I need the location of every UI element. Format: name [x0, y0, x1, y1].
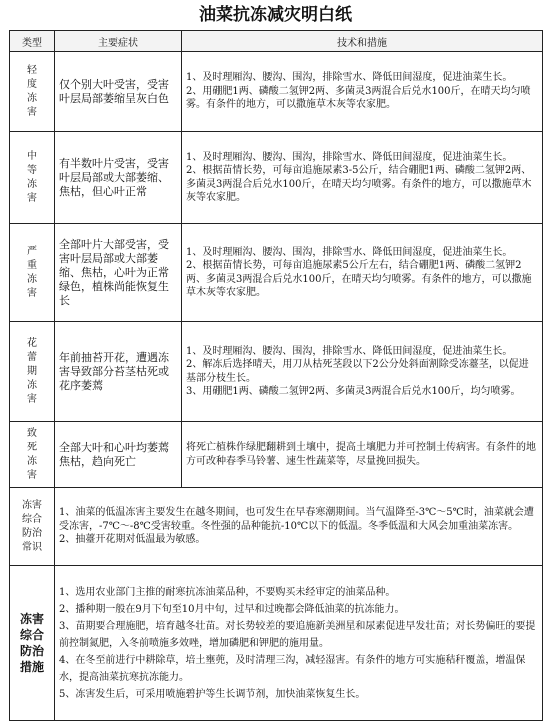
- row-type: 致死冻害: [27, 427, 37, 481]
- row-type: 花蕾期冻害: [27, 337, 37, 405]
- row-type: 轻度冻害: [27, 64, 37, 118]
- header-symptom: 主要症状: [55, 31, 182, 52]
- row-type-cell: [10, 322, 55, 422]
- common-type: 冻害综合防治常识: [22, 499, 42, 553]
- measure-item: 3、用硼肥1两、磷酸二氢钾2两、多菌灵3两混合后兑水100斤，均匀喷雾。: [186, 386, 521, 397]
- row-symptom: 有半数叶片受害，受害叶层局部或大部萎缩、焦枯，但心叶正常: [55, 132, 182, 224]
- row-type-cell: [10, 132, 55, 224]
- row-measures: [182, 322, 543, 422]
- row-measures: [182, 224, 543, 322]
- measure-item: 1、及时理厢沟、腰沟、围沟，排除雪水、降低田间湿度，促进油菜生长。: [186, 246, 513, 258]
- header-measures: 技术和措施: [182, 31, 543, 52]
- measures-items: [55, 566, 543, 721]
- table-row: [10, 322, 543, 422]
- row-type: 严重冻害: [27, 245, 37, 299]
- measures-type-cell: [10, 566, 55, 721]
- row-symptom: 年前抽苔开花，遭遇冻害导致部分苔茎枯死或花序萎蔫: [55, 322, 182, 422]
- measure-item: 1、及时理厢沟、腰沟、围沟，排除雪水、降低田间湿度，促进油菜生长。: [186, 151, 513, 163]
- measure-item: 2、解冻后选择晴天，用刀从枯死茎段以下2公分处斜面割除受冻薹茎，以促进基部分枝生长。: [186, 359, 529, 384]
- measures-item: 1、选用农业部门主推的耐寒抗冻油菜品种，不要购买未经审定的油菜品种。: [59, 586, 396, 598]
- header-type: 类型: [10, 31, 55, 52]
- row-type-cell: [10, 422, 55, 488]
- row-type-cell: [10, 52, 55, 132]
- measure-item: 2、用硼肥1两、磷酸二氢钾2两、多菌灵3两混合后兑水100斤，在晴天均匀喷雾。有条件的地方，可以撒施草木灰等农家肥。: [186, 85, 531, 111]
- common-knowledge-row: [10, 488, 543, 566]
- row-measures: [182, 422, 543, 488]
- measures-item: 2、播种期一般在9月下旬至10月中旬，过早和过晚都会降低油菜的抗冻能力。: [59, 603, 405, 615]
- table-row: [10, 422, 543, 488]
- measures-item: 3、苗期要合理施肥，培育越冬壮苗。对长势较差的要追施新美洲星和尿素促进早发壮苗；对长势偏旺的要提前控制氮肥，入冬前喷施多效唑，增加磷肥和钾肥的施用量。: [59, 620, 536, 649]
- row-type: 中等冻害: [27, 150, 37, 204]
- common-items: [55, 488, 543, 566]
- row-measures: [182, 52, 543, 132]
- table-row: [10, 132, 543, 224]
- common-type-cell: [10, 488, 55, 566]
- measure-item: 2、根据苗情长势，可每亩追施尿素5公斤左右，结合硼肥1两、磷酸二氢钾2两、多菌灵3两混合后兑水100斤，在晴天均匀喷雾。有条件的地方，可以撒施草木灰等农家肥。: [186, 260, 532, 298]
- measures-item: 4、在冬至前进行中耕除草，培土壅蔸，及时清理三沟，减轻湿害。有条件的地方可实施秸秆覆盖，增温保水，提高油菜抗寒抗冻能力。: [59, 654, 526, 683]
- measure-item: 将死亡植株作绿肥翻耕到土壤中，提高土壤肥力并可控制土传病害。有条件的地方可改种春季马铃薯、速生性蔬菜等，尽量挽回损失。: [186, 442, 536, 467]
- measures-item: 5、冻害发生后，可采用喷施碧护等生长调节剂，加快油菜恢复生长。: [59, 688, 366, 700]
- measures-type: 冻害综合防治措施: [19, 612, 44, 674]
- page-title: 油菜抗冻减灾明白纸: [199, 5, 352, 25]
- row-type-cell: [10, 224, 55, 322]
- measure-item: 1、及时理厢沟、腰沟、围沟，排除雪水、降低田间湿度，促进油菜生长。: [186, 72, 513, 84]
- common-item: 1、油菜的低温冻害主要发生在越冬期间，也可发生在早春寒潮期间。当气温降至-3℃～5℃时，油菜就会遭受冻害，-7℃～-8℃受害较重。冬性强的品种能抗-10℃以下的低温。冬季低温和大风会加重油菜冻害。: [59, 507, 534, 532]
- measures-row: [10, 566, 543, 721]
- table-header-row: [10, 31, 543, 52]
- row-measures: [182, 132, 543, 224]
- row-symptom: 仅个别大叶受害，受害叶层局部萎缩呈灰白色: [55, 52, 182, 132]
- measure-item: 1、及时理厢沟、腰沟、围沟，排除雪水、降低田间湿度，促进油菜生长。: [186, 345, 513, 357]
- row-symptom: 全部大叶和心叶均萎蔫焦枯，趋向死亡: [55, 422, 182, 488]
- measure-item: 2、根据苗情长势，可每亩追施尿素3-5公斤，结合硼肥1两、磷酸二氢钾2两、多菌灵3两混合后兑水100斤，在晴天均匀喷雾。有条件的地方，可以撒施草木灰等农家肥。: [186, 165, 532, 203]
- frost-table: [9, 30, 543, 721]
- table-row: [10, 224, 543, 322]
- common-item: 2、抽薹开花期对低温最为敏感。: [59, 534, 206, 546]
- row-symptom: 全部叶片大部受害，受害叶层局部或大部萎缩、焦枯，心叶为正常绿色，植株尚能恢复生长: [55, 224, 182, 322]
- table-row: [10, 52, 543, 132]
